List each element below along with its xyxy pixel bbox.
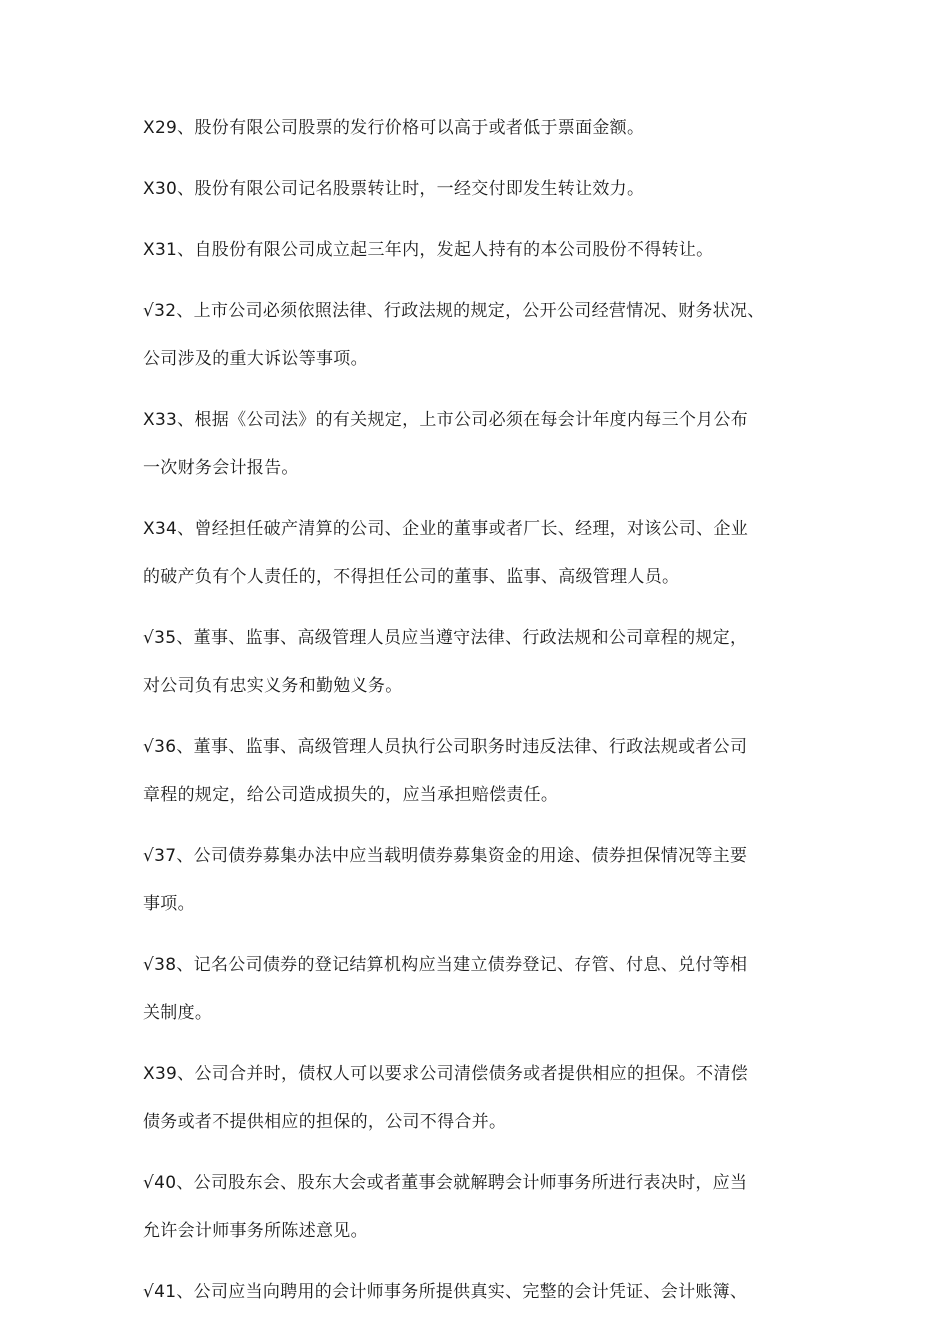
question-text-line: X33、根据《公司法》的有关规定，上市公司必须在每会计年度内每三个月公布 — [143, 410, 749, 430]
question-text-line: √40、公司股东会、股东大会或者董事会就解聘会计师事务所进行表决时，应当 — [143, 1173, 748, 1193]
question-list — [143, 104, 823, 1329]
question-text-line: 债务或者不提供相应的担保的，公司不得合并。 — [143, 1112, 507, 1132]
question-item-38 — [143, 941, 823, 1037]
question-text-line: √36、董事、监事、高级管理人员执行公司职务时违反法律、行政法规或者公司 — [143, 737, 748, 757]
question-text-line: √41、公司应当向聘用的会计师事务所提供真实、完整的会计凭证、会计账簿、 — [143, 1282, 748, 1302]
question-text-line: X29、股份有限公司股票的发行价格可以高于或者低于票面金额。 — [143, 118, 645, 138]
question-item-36 — [143, 723, 823, 819]
question-text-line: 公司涉及的重大诉讼等事项。 — [143, 349, 368, 369]
question-text-line: X31、自股份有限公司成立起三年内，发起人持有的本公司股份不得转让。 — [143, 240, 714, 260]
question-text-line: 允许会计师事务所陈述意见。 — [143, 1221, 368, 1241]
question-item-39 — [143, 1050, 823, 1146]
question-item-37 — [143, 832, 823, 928]
question-text-line: 事项。 — [143, 894, 195, 914]
question-item-30 — [143, 165, 823, 213]
question-text-line: 的破产负有个人责任的，不得担任公司的董事、监事、高级管理人员。 — [143, 567, 680, 587]
question-text-line: 关制度。 — [143, 1003, 213, 1023]
question-text-line: √32、上市公司必须依照法律、行政法规的规定，公开公司经营情况、财务状况、 — [143, 301, 765, 321]
question-item-31 — [143, 226, 823, 274]
question-text-line: 对公司负有忠实义务和勤勉义务。 — [143, 676, 403, 696]
question-item-29 — [143, 104, 823, 152]
question-item-40 — [143, 1159, 823, 1255]
question-text-line: X39、公司合并时，债权人可以要求公司清偿债务或者提供相应的担保。不清偿 — [143, 1064, 749, 1084]
question-item-34 — [143, 505, 823, 601]
question-text-line: 章程的规定，给公司造成损失的，应当承担赔偿责任。 — [143, 785, 559, 805]
question-item-41 — [143, 1268, 823, 1316]
question-text-line: X34、曾经担任破产清算的公司、企业的董事或者厂长、经理，对该公司、企业 — [143, 519, 749, 539]
question-text-line: X30、股份有限公司记名股票转让时，一经交付即发生转让效力。 — [143, 179, 645, 199]
question-item-35 — [143, 614, 823, 710]
question-text-line: √38、记名公司债券的登记结算机构应当建立债券登记、存管、付息、兑付等相 — [143, 955, 748, 975]
question-text-line: √37、公司债券募集办法中应当载明债券募集资金的用途、债券担保情况等主要 — [143, 846, 748, 866]
question-text-line: 一次财务会计报告。 — [143, 458, 299, 478]
question-text-line: √35、董事、监事、高级管理人员应当遵守法律、行政法规和公司章程的规定， — [143, 628, 748, 648]
question-item-33 — [143, 396, 823, 492]
question-item-32 — [143, 287, 823, 383]
